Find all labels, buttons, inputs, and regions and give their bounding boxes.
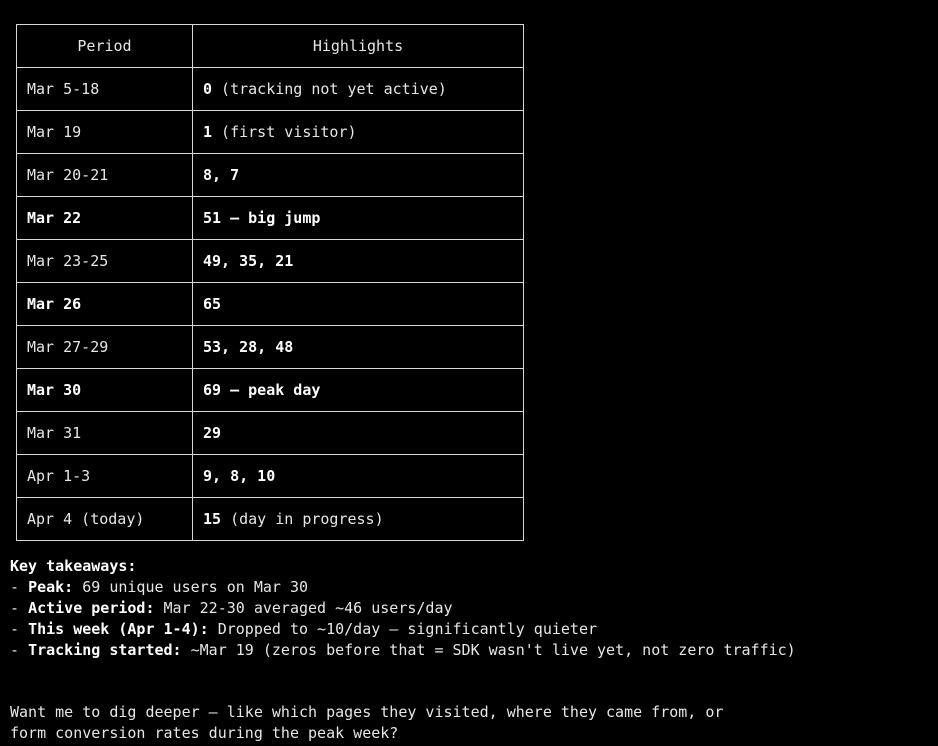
cell-highlights	[193, 197, 524, 240]
table-header-row	[17, 25, 524, 68]
highlight-value: 65	[203, 294, 222, 313]
cell-period: Mar 30	[17, 369, 193, 412]
table-row	[17, 68, 524, 111]
takeaway-text: 69 unique users on Mar 30	[73, 578, 309, 596]
takeaway-item	[10, 619, 926, 640]
table-row	[17, 240, 524, 283]
cell-highlights	[193, 498, 524, 541]
closing-line-2: form conversion rates during the peak week?	[10, 724, 399, 742]
cell-highlights	[193, 369, 524, 412]
highlight-note: (tracking not yet active)	[212, 79, 447, 98]
cell-period: Mar 26	[17, 283, 193, 326]
cell-highlights	[193, 326, 524, 369]
bullet-dash: -	[10, 641, 29, 659]
highlight-note: (day in progress)	[221, 509, 384, 528]
takeaway-label: Tracking started:	[28, 641, 182, 659]
highlight-value: 9, 8, 10	[203, 466, 276, 485]
column-header-period: Period	[17, 25, 193, 68]
highlight-note: — peak day	[221, 380, 321, 399]
highlight-value: 0	[203, 79, 213, 98]
cell-highlights	[193, 455, 524, 498]
highlight-note: — big jump	[221, 208, 321, 227]
column-header-highlights: Highlights	[193, 25, 524, 68]
cell-period: Apr 1-3	[17, 455, 193, 498]
highlight-value: 8, 7	[203, 165, 240, 184]
takeaway-item	[10, 598, 926, 619]
cell-highlights	[193, 68, 524, 111]
closing-question	[10, 702, 926, 744]
cell-highlights	[193, 412, 524, 455]
bullet-dash: -	[10, 620, 29, 638]
takeaway-item	[10, 640, 926, 661]
cell-highlights	[193, 283, 524, 326]
cell-period: Mar 27-29	[17, 326, 193, 369]
closing-line-1: Want me to dig deeper — like which pages they visited, where they came from, or	[10, 703, 724, 721]
table-row	[17, 498, 524, 541]
takeaway-label: Active period:	[28, 599, 155, 617]
takeaway-text: Mar 22-30 averaged ~46 users/day	[154, 599, 453, 617]
table-head	[17, 25, 524, 68]
table-row	[17, 197, 524, 240]
highlight-value: 15	[203, 509, 222, 528]
key-takeaways-title: Key takeaways:	[10, 557, 137, 575]
highlight-value: 29	[203, 423, 222, 442]
cell-period: Mar 5-18	[17, 68, 193, 111]
takeaway-label: Peak:	[28, 578, 74, 596]
cell-period: Mar 31	[17, 412, 193, 455]
takeaway-item	[10, 577, 926, 598]
highlight-value: 51	[203, 208, 222, 227]
table-body	[17, 68, 524, 541]
analytics-table	[16, 24, 524, 541]
analytics-table-container	[16, 24, 524, 541]
cell-period: Mar 19	[17, 111, 193, 154]
table-row	[17, 326, 524, 369]
highlight-value: 53, 28, 48	[203, 337, 294, 356]
cell-period: Mar 20-21	[17, 154, 193, 197]
highlight-note: (first visitor)	[212, 122, 357, 141]
key-takeaways-section	[10, 556, 926, 661]
highlight-value: 49, 35, 21	[203, 251, 294, 270]
bullet-dash: -	[10, 599, 29, 617]
highlight-value: 69	[203, 380, 222, 399]
cell-highlights	[193, 111, 524, 154]
takeaway-label: This week (Apr 1-4):	[28, 620, 209, 638]
cell-period: Mar 23-25	[17, 240, 193, 283]
takeaway-text: Dropped to ~10/day — significantly quieter	[208, 620, 598, 638]
cell-highlights	[193, 240, 524, 283]
table-row	[17, 111, 524, 154]
highlight-value: 1	[203, 122, 213, 141]
table-row	[17, 412, 524, 455]
bullet-dash: -	[10, 578, 29, 596]
cell-highlights	[193, 154, 524, 197]
cell-period: Apr 4 (today)	[17, 498, 193, 541]
table-row	[17, 369, 524, 412]
table-row	[17, 455, 524, 498]
table-row	[17, 283, 524, 326]
takeaway-text: ~Mar 19 (zeros before that = SDK wasn't live yet, not zero traffic)	[181, 641, 796, 659]
cell-period: Mar 22	[17, 197, 193, 240]
table-row	[17, 154, 524, 197]
key-takeaways-list	[10, 577, 926, 661]
